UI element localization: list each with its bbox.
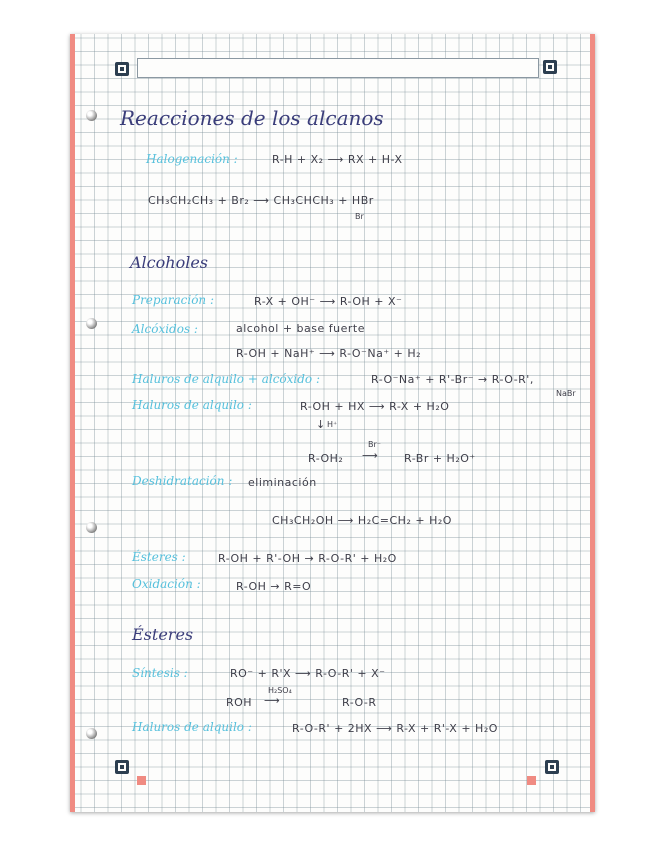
oxidacion-label: Oxidación : (132, 577, 201, 591)
alcoholes-heading: Alcoholes (130, 253, 208, 272)
sintesis-eq2-left: ROH (226, 696, 253, 709)
halogenacion-eq1: R-H + X₂ ⟶ RX + H-X (272, 153, 403, 166)
oxidacion-eq: R-OH → R=O (236, 580, 312, 593)
preparacion-eq: R-X + OH⁻ ⟶ R-OH + X⁻ (254, 295, 403, 308)
sintesis-eq1: RO⁻ + R'X ⟶ R-O-R' + X⁻ (230, 667, 386, 680)
alcoxidos-eq1: alcohol + base fuerte (236, 322, 365, 335)
deshidratacion-text: eliminación (248, 476, 317, 489)
binder-hole (86, 728, 97, 739)
corner-mark-icon (543, 60, 557, 74)
haluros-arrow-label: H⁺ (327, 420, 338, 429)
preparacion-label: Preparación : (132, 293, 215, 307)
pink-marker (137, 776, 146, 785)
corner-mark-icon (545, 760, 559, 774)
sintesis-label: Síntesis : (132, 666, 188, 680)
haluros-arrow-icon: ⟶ (362, 449, 379, 462)
deshidratacion-eq: CH₃CH₂OH ⟶ H₂C=CH₂ + H₂O (272, 514, 452, 527)
alcoxidos-eq2: R-OH + NaH⁺ ⟶ R-O⁻Na⁺ + H₂ (236, 347, 422, 360)
halogenacion-label: Halogenación : (146, 152, 238, 166)
haluros-label: Haluros de alquilo : (132, 398, 252, 412)
alcoxidos-label: Alcóxidos : (132, 322, 198, 336)
esteres-haluros-eq: R-O-R' + 2HX ⟶ R-X + R'-X + H₂O (292, 722, 498, 735)
esteres-haluros-label: Haluros de alquilo : (132, 720, 252, 734)
sintesis-arrow-icon: ⟶ (264, 694, 281, 707)
esteres-eq: R-OH + R'-OH → R-O-R' + H₂O (218, 552, 397, 565)
haluros-alcoxido-note: NaBr (556, 389, 576, 398)
pink-marker (527, 776, 536, 785)
corner-mark-icon (115, 62, 129, 76)
esteres-heading: Ésteres (132, 625, 194, 644)
haluros-alcoxido-label: Haluros de alquilo + alcóxido : (132, 372, 321, 386)
sintesis-catalyst: H₂SO₄ (268, 686, 292, 695)
corner-mark-icon (115, 760, 129, 774)
haluros-eq3: R-Br + H₂O⁺ (404, 452, 476, 465)
esteres-label: Ésteres : (132, 550, 186, 564)
binder-hole (86, 318, 97, 329)
binder-hole (86, 110, 97, 121)
halogenacion-eq2: CH₃CH₂CH₃ + Br₂ ⟶ CH₃CHCH₃ + HBr (148, 194, 374, 207)
header-box (137, 58, 539, 78)
page-title: Reacciones de los alcanos (120, 106, 384, 130)
haluros-alcoxido-eq: R-O⁻Na⁺ + R'-Br⁻ → R-O-R', (371, 373, 534, 386)
haluros-eq1: R-OH + HX ⟶ R-X + H₂O (300, 400, 450, 413)
haluros-br-label: Br⁻ (368, 440, 381, 449)
halogenacion-eq2-sub: Br (355, 212, 364, 221)
haluros-down-arrow-icon: ↓ (316, 418, 326, 431)
binder-hole (86, 522, 97, 533)
sintesis-eq2-right: R-O-R (342, 696, 377, 709)
deshidratacion-label: Deshidratación : (132, 474, 233, 488)
haluros-eq2: R-OH₂ (308, 452, 344, 465)
